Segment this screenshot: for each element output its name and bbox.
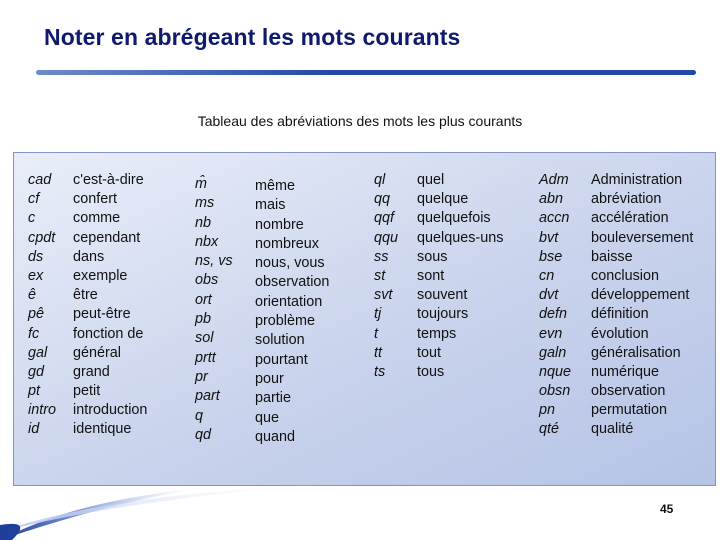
abbreviation-cell: ql <box>374 172 386 188</box>
group2-words <box>255 177 329 447</box>
group1-abbreviations <box>28 171 56 440</box>
abbreviation-cell: prtt <box>195 349 216 366</box>
table-caption: Tableau des abréviations des mots les plus courants <box>197 113 523 129</box>
word-cell: toujours <box>417 306 469 323</box>
abbreviation-cell: gal <box>28 344 48 361</box>
word-cell: problème <box>255 313 315 330</box>
abbreviation-cell: intro <box>28 402 56 419</box>
word-cell: dans <box>73 248 105 265</box>
abbreviation-cell: m̂ <box>195 176 207 192</box>
word-cell: souvent <box>417 287 468 304</box>
group3-abbreviations <box>374 171 398 382</box>
bottom-swoosh-decoration <box>0 470 720 540</box>
abbreviation-cell: qqu <box>374 229 399 246</box>
word-cell: bouleversement <box>591 229 694 246</box>
abbreviation-cell: ms <box>195 195 215 212</box>
abbreviation-cell: bse <box>539 248 563 265</box>
abbreviation-cell: ns, vs <box>195 253 233 270</box>
word-cell: temps <box>417 325 457 342</box>
word-cell: permutation <box>591 402 667 419</box>
abbreviation-cell: c <box>28 210 36 227</box>
word-cell: conclusion <box>591 267 659 284</box>
word-cell: quelquefois <box>417 210 491 227</box>
abbreviation-cell: obsn <box>539 383 571 400</box>
word-cell: quel <box>417 172 445 188</box>
page-number: 45 <box>660 502 674 516</box>
abbreviation-cell: ts <box>374 363 386 380</box>
word-cell: confert <box>73 191 117 208</box>
word-cell: baisse <box>591 248 633 265</box>
abbreviation-cell: id <box>28 421 40 438</box>
word-cell: petit <box>73 383 101 400</box>
abbreviation-cell: nb <box>195 214 212 231</box>
abbreviation-cell: dvt <box>539 287 559 304</box>
abbreviation-cell: part <box>195 388 220 405</box>
word-cell: évolution <box>591 325 649 342</box>
group2-abbreviations <box>195 175 233 445</box>
word-cell: généralisation <box>591 344 681 361</box>
abbreviation-cell: defn <box>539 306 568 323</box>
abbreviation-cell: gd <box>28 363 45 380</box>
word-cell: exemple <box>73 267 128 284</box>
word-cell: observation <box>591 383 666 400</box>
word-cell: grand <box>73 363 110 380</box>
word-cell: qualité <box>591 421 634 438</box>
abbreviation-cell: fc <box>28 325 40 342</box>
word-cell: nous, vous <box>255 255 325 272</box>
word-cell: développement <box>591 287 690 304</box>
abbreviation-cell: pb <box>195 311 212 328</box>
word-cell: observation <box>255 274 330 291</box>
abbreviation-cell: bvt <box>539 229 559 246</box>
abbreviation-cell: ds <box>28 248 44 265</box>
word-cell: nombre <box>255 216 304 233</box>
word-cell: quelques-uns <box>417 229 504 246</box>
group4-words <box>591 171 693 440</box>
abbreviation-cell: qd <box>195 426 212 443</box>
word-cell: partie <box>255 390 291 407</box>
word-cell: numérique <box>591 363 659 380</box>
group1-words <box>73 171 147 440</box>
word-cell: accélération <box>591 210 669 227</box>
word-cell: quelque <box>417 191 469 208</box>
word-cell: être <box>73 287 98 304</box>
abbreviation-cell: pn <box>539 402 556 419</box>
group4-abbreviations <box>539 171 571 440</box>
word-cell: orientation <box>255 293 323 310</box>
title-underline <box>36 70 696 75</box>
word-cell: sous <box>417 248 448 265</box>
word-cell: quand <box>255 428 296 445</box>
word-cell: introduction <box>73 402 148 419</box>
word-cell: que <box>255 409 280 426</box>
abbreviation-cell: abn <box>539 191 564 208</box>
abbreviation-table <box>13 152 716 486</box>
word-cell: solution <box>255 332 305 349</box>
abbreviation-cell: ort <box>195 291 212 308</box>
word-cell: cependant <box>73 229 141 246</box>
abbreviation-cell: sol <box>195 330 214 347</box>
abbreviation-cell: st <box>374 267 386 284</box>
abbreviation-cell: nque <box>539 363 572 380</box>
abbreviation-cell: qqf <box>374 210 395 227</box>
abbreviation-cell: pê <box>28 306 45 323</box>
word-cell: fonction de <box>73 325 144 342</box>
group3-words <box>417 171 503 382</box>
abbreviation-cell: cf <box>28 191 40 208</box>
abbreviation-cell: tt <box>374 344 382 361</box>
word-cell: tout <box>417 344 442 361</box>
word-cell: identique <box>73 421 132 438</box>
abbreviation-cell: t <box>374 325 378 342</box>
abbreviation-cell: tj <box>374 306 382 323</box>
abbreviation-cell: ss <box>374 248 389 265</box>
slide-title: Noter en abrégeant les mots courants <box>44 24 461 50</box>
word-cell: peut-être <box>73 306 131 323</box>
abbreviation-cell: galn <box>539 344 567 361</box>
abbreviation-cell: ex <box>28 267 44 284</box>
abbreviation-cell: q <box>195 407 204 424</box>
abbreviation-cell: Adm <box>539 172 569 188</box>
word-cell: même <box>255 178 295 194</box>
word-cell: pour <box>255 370 284 387</box>
abbreviation-cell: evn <box>539 325 563 342</box>
word-cell: pourtant <box>255 351 308 368</box>
abbreviation-cell: pt <box>28 383 41 400</box>
word-cell: définition <box>591 306 649 323</box>
word-cell: mais <box>255 197 286 214</box>
abbreviation-cell: accn <box>539 210 570 227</box>
word-cell: Administration <box>591 172 683 188</box>
abbreviation-cell: pr <box>195 368 208 385</box>
abbreviation-cell: qté <box>539 421 560 438</box>
abbreviation-cell: qq <box>374 191 391 208</box>
word-cell: abréviation <box>591 191 662 208</box>
abbreviation-cell: ê <box>28 287 37 304</box>
word-cell: général <box>73 344 122 361</box>
word-cell: c'est-à-dire <box>73 172 144 188</box>
abbreviation-cell: cpdt <box>28 229 56 246</box>
word-cell: nombreux <box>255 235 319 252</box>
word-cell: comme <box>73 210 121 227</box>
abbreviation-cell: cad <box>28 172 52 188</box>
abbreviation-cell: svt <box>374 287 393 304</box>
word-cell: tous <box>417 363 445 380</box>
abbreviation-cell: obs <box>195 272 219 289</box>
abbreviation-cell: cn <box>539 267 555 284</box>
abbreviation-cell: nbx <box>195 233 219 250</box>
word-cell: sont <box>417 267 445 284</box>
